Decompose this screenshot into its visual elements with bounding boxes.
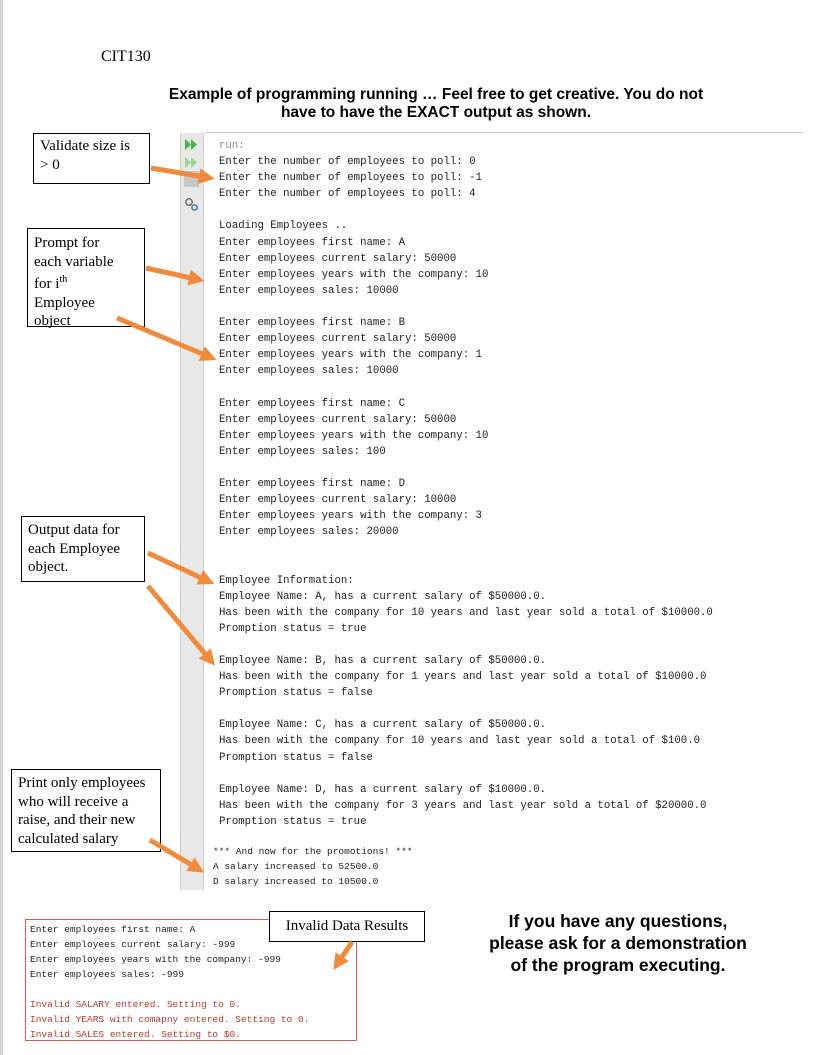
arrow-invalid: [336, 942, 352, 966]
console-line: Has been with the company for 1 years and last year sold a total of $10000.0: [219, 671, 707, 684]
console-line: Loading Employees ..: [219, 220, 348, 233]
console-line: Enter employees years with the company: 10: [219, 268, 489, 281]
console-line: Promption status = false: [219, 751, 373, 764]
note-print-line-3: raise, and their new: [18, 812, 136, 828]
note-prompt-line-3-text: for i: [34, 276, 60, 292]
arrow-print: [150, 840, 200, 870]
note-output-line-3: object.: [28, 559, 69, 575]
note-prompt-line-2: each variable: [34, 253, 114, 270]
invalid-error-line-1: Invalid SALARY entered. Setting to 0.: [30, 999, 241, 1010]
console-line: Has been with the company for 10 years and last year sold a total of $10000.0: [219, 606, 713, 619]
promotion-line: *** And now for the promotions! ***: [213, 846, 413, 857]
note-prompt-line-4: Employee: [34, 294, 95, 311]
console-line: Employee Name: A, has a current salary of $50000.0.: [219, 590, 547, 603]
console-line: Enter employees sales: 100: [219, 445, 386, 458]
invalid-error-line-2: Invalid YEARS with comapny entered. Setting to 0.: [30, 1014, 310, 1025]
promotion-line: D salary increased to 10500.0: [213, 876, 379, 887]
console-line: Enter employees current salary: 50000: [219, 333, 457, 346]
note-validate-line-1: Validate size is: [40, 138, 130, 154]
invalid-input-line-2: Enter employees current salary: -999: [30, 939, 236, 950]
note-prompt-line-5: object: [34, 313, 71, 329]
console-line: Enter employees years with the company: 3: [219, 510, 482, 523]
console-line: Enter the number of employees to poll: -1: [219, 172, 482, 185]
note-output-line-1: Output data for: [28, 522, 120, 538]
console-line: Has been with the company for 3 years and last year sold a total of $20000.0: [219, 799, 707, 812]
console-line: Has been with the company for 10 years and last year sold a total of $100.0: [219, 735, 701, 748]
console-line: Enter the number of employees to poll: 4: [219, 188, 476, 201]
console-line: Promption status = true: [219, 622, 367, 635]
console-line: Enter the number of employees to poll: 0: [219, 156, 476, 169]
arrow-validate: [151, 168, 210, 178]
console-line: Enter employees current salary: 50000: [219, 413, 457, 426]
arrow-output-1: [148, 553, 210, 582]
invalid-data-label: Invalid Data Results: [269, 911, 425, 942]
console-line: Enter employees current salary: 50000: [219, 252, 457, 265]
console-line: Enter employees years with the company: 10: [219, 429, 489, 442]
note-print-line-4: calculated salary: [18, 830, 119, 847]
arrow-output-2: [148, 586, 212, 662]
console-line: Enter employees years with the company: 1: [219, 349, 482, 362]
note-print-line-2: who will receive a: [18, 793, 129, 810]
questions-line-1: If you have any questions,: [508, 911, 728, 931]
invalid-input-line-1: Enter employees first name: A: [30, 924, 196, 935]
heading-line-2: have to have the EXACT output as shown.: [280, 104, 592, 121]
note-prompt-line-1: Prompt for: [34, 235, 100, 251]
console-line: Enter employees sales: 10000: [219, 284, 399, 297]
console-line: Enter employees sales: 10000: [219, 365, 399, 378]
console-line: Employee Name: C, has a current salary of $50000.0.: [219, 719, 547, 732]
invalid-input-line-4: Enter employees sales: -999: [30, 969, 184, 980]
console-line: Enter employees first name: A: [219, 236, 405, 249]
invalid-error-line-3: Invalid SALES entered. Setting to $0.: [30, 1029, 241, 1040]
heading-line-1: Example of programming running … Feel free to get creative. You do not: [168, 86, 704, 103]
console-line: Employee Information:: [219, 574, 354, 587]
console-line: Enter employees first name: C: [219, 397, 405, 410]
console-line: run:: [219, 140, 245, 152]
console-line: Promption status = true: [219, 815, 367, 828]
questions-line-3: of the program executing.: [510, 955, 726, 975]
course-code: CIT130: [101, 48, 151, 65]
console-line: Employee Name: B, has a current salary of $50000.0.: [219, 655, 547, 667]
arrow-prompt-1: [146, 268, 200, 280]
invalid-input-line-3: Enter employees years with the company: -999: [30, 954, 281, 965]
console-line: Promption status = false: [219, 687, 373, 700]
console-line: Enter employees first name: B: [219, 317, 405, 330]
note-print-line-1: Print only employees: [18, 775, 146, 791]
console-line: Employee Name: D, has a current salary of $10000.0.: [219, 783, 547, 796]
note-prompt-superscript: th: [59, 274, 68, 285]
console-line: Enter employees current salary: 10000: [219, 494, 457, 507]
questions-line-2: please ask for a demonstration: [489, 933, 747, 953]
promotion-line: A salary increased to 52500.0: [213, 861, 379, 872]
arrow-prompt-2: [117, 318, 212, 358]
console-line: Enter employees first name: D: [219, 477, 405, 490]
console-line: Enter employees sales: 20000: [219, 526, 399, 539]
note-output-line-2: each Employee: [28, 540, 121, 557]
note-validate-line-2: > 0: [40, 156, 60, 173]
